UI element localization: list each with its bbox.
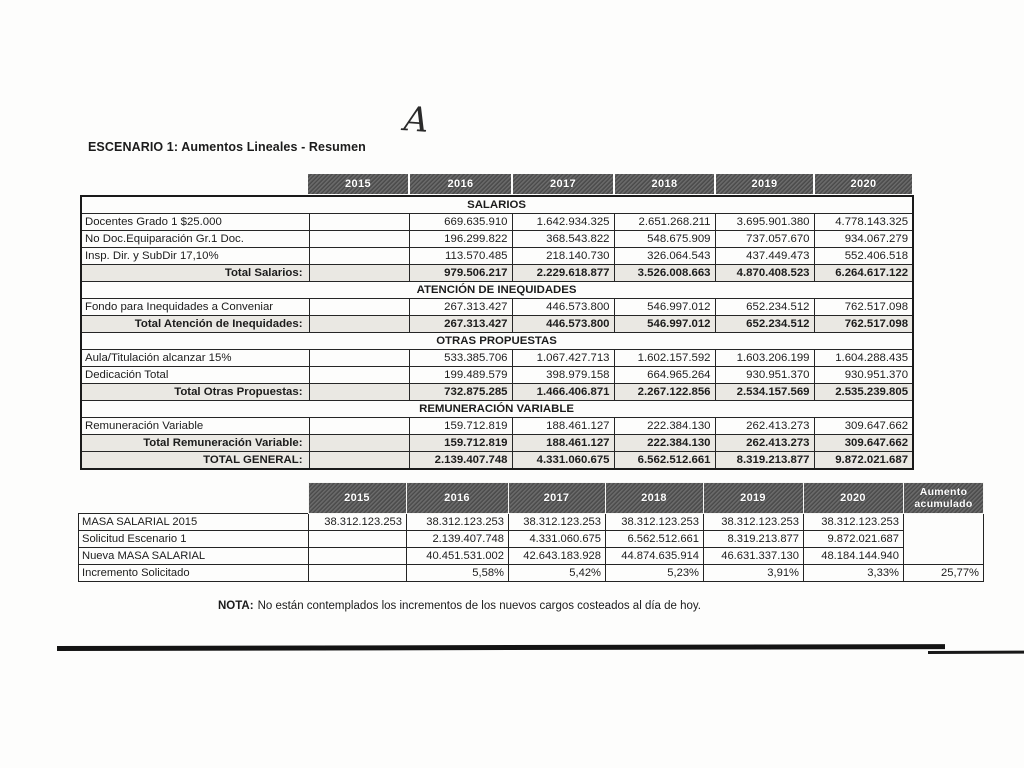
- value-cell: 2.139.407.748: [407, 531, 509, 548]
- value-cell: 546.997.012: [614, 299, 715, 316]
- value-cell: 46.631.337.130: [704, 548, 804, 565]
- value-cell: 762.517.098: [814, 316, 913, 333]
- value-cell: 533.385.706: [409, 350, 512, 367]
- value-cell: 9.872.021.687: [814, 452, 913, 470]
- value-cell: [309, 384, 409, 401]
- value-cell: 4.331.060.675: [509, 531, 606, 548]
- value-cell: 188.461.127: [512, 418, 614, 435]
- year-header-2018: 2018: [615, 174, 714, 194]
- masa-header-row: [79, 483, 984, 514]
- value-cell: 669.635.910: [409, 214, 512, 231]
- row-label: Fondo para Inequidades a Conveniar: [81, 299, 309, 316]
- value-cell: 1.602.157.592: [614, 350, 715, 367]
- aumento-acumulado-header: Aumento acumulado: [904, 483, 984, 514]
- value-cell: 552.406.518: [814, 248, 913, 265]
- value-cell: 188.461.127: [512, 435, 614, 452]
- value-cell: 1.642.934.325: [512, 214, 614, 231]
- table-row: [81, 384, 913, 401]
- value-cell: 3.695.901.380: [715, 214, 814, 231]
- value-cell: 38.312.123.253: [309, 514, 407, 531]
- section-row: [81, 282, 913, 299]
- section-header: REMUNERACIÓN VARIABLE: [81, 401, 913, 418]
- section-row: [81, 196, 913, 214]
- table-row: [81, 265, 913, 282]
- value-cell: 1.466.406.871: [512, 384, 614, 401]
- table-row: [81, 299, 913, 316]
- note-text: No están contemplados los incrementos de los nuevos cargos costeados al día de hoy.: [257, 600, 701, 612]
- table-row: [81, 452, 913, 470]
- value-cell: 652.234.512: [715, 316, 814, 333]
- value-cell: 4.331.060.675: [512, 452, 614, 470]
- page-title: ESCENARIO 1: Aumentos Lineales - Resumen: [88, 140, 366, 154]
- value-cell: 4.870.408.523: [715, 265, 814, 282]
- row-label: TOTAL GENERAL:: [81, 452, 309, 470]
- table-row: [81, 350, 913, 367]
- scan-artifact-bar: [57, 644, 945, 651]
- section-row: [81, 333, 913, 350]
- row-label: Total Otras Propuestas:: [81, 384, 309, 401]
- section-header: SALARIOS: [81, 196, 913, 214]
- row-label: Incremento Solicitado: [79, 565, 309, 582]
- value-cell: 9.872.021.687: [804, 531, 904, 548]
- value-cell: 309.647.662: [814, 435, 913, 452]
- year-header-2017: 2017: [509, 483, 606, 514]
- table-row: [81, 316, 913, 333]
- value-cell: [309, 435, 409, 452]
- table-row: [79, 531, 984, 548]
- row-label: Remuneración Variable: [81, 418, 309, 435]
- row-label: Total Salarios:: [81, 265, 309, 282]
- value-cell: [309, 418, 409, 435]
- value-cell: 199.489.579: [409, 367, 512, 384]
- value-cell: 3,91%: [704, 565, 804, 582]
- year-header-2020: 2020: [815, 174, 912, 194]
- value-cell: 930.951.370: [814, 367, 913, 384]
- summary-table: [80, 195, 914, 470]
- value-cell: 267.313.427: [409, 299, 512, 316]
- value-cell: 222.384.130: [614, 435, 715, 452]
- value-cell: 8.319.213.877: [704, 531, 804, 548]
- footer-note: [218, 600, 701, 612]
- note-label: NOTA:: [218, 600, 254, 612]
- year-header-2017: 2017: [513, 174, 613, 194]
- value-cell: 159.712.819: [409, 418, 512, 435]
- value-cell: 1.067.427.713: [512, 350, 614, 367]
- value-cell: [309, 265, 409, 282]
- value-cell: 2.229.618.877: [512, 265, 614, 282]
- section-row: [81, 401, 913, 418]
- value-cell: 38.312.123.253: [606, 514, 704, 531]
- table-row: [81, 214, 913, 231]
- value-cell: 113.570.485: [409, 248, 512, 265]
- value-cell: 664.965.264: [614, 367, 715, 384]
- row-label: Total Remuneración Variable:: [81, 435, 309, 452]
- value-cell: 737.057.670: [715, 231, 814, 248]
- value-cell: 2.651.268.211: [614, 214, 715, 231]
- value-cell: 6.562.512.661: [614, 452, 715, 470]
- table-row: [81, 435, 913, 452]
- value-cell: 979.506.217: [409, 265, 512, 282]
- value-cell: 42.643.183.928: [509, 548, 606, 565]
- value-cell: [309, 531, 407, 548]
- table-row: [81, 367, 913, 384]
- value-cell: 732.875.285: [409, 384, 512, 401]
- row-label: Solicitud Escenario 1: [79, 531, 309, 548]
- value-cell: 652.234.512: [715, 299, 814, 316]
- value-cell: [309, 350, 409, 367]
- aumento-acumulado-value: 25,77%: [904, 565, 984, 582]
- value-cell: 3,33%: [804, 565, 904, 582]
- row-label: Dedicación Total: [81, 367, 309, 384]
- value-cell: [309, 231, 409, 248]
- value-cell: 309.647.662: [814, 418, 913, 435]
- value-cell: 38.312.123.253: [509, 514, 606, 531]
- row-label: Aula/Titulación alcanzar 15%: [81, 350, 309, 367]
- value-cell: 1.604.288.435: [814, 350, 913, 367]
- year-header-2018: 2018: [606, 483, 704, 514]
- value-cell: [309, 367, 409, 384]
- value-cell: 2.139.407.748: [409, 452, 512, 470]
- year-header-2016: 2016: [410, 174, 511, 194]
- section-header: ATENCIÓN DE INEQUIDADES: [81, 282, 913, 299]
- row-label: Nueva MASA SALARIAL: [79, 548, 309, 565]
- table-row: [79, 565, 984, 582]
- row-label: Docentes Grado 1 $25.000: [81, 214, 309, 231]
- value-cell: 8.319.213.877: [715, 452, 814, 470]
- summary-table-body: [81, 196, 913, 469]
- value-cell: 4.778.143.325: [814, 214, 913, 231]
- value-cell: 262.413.273: [715, 435, 814, 452]
- value-cell: 2.534.157.569: [715, 384, 814, 401]
- masa-salarial-table: [78, 482, 984, 582]
- scan-artifact-bar-tail: [928, 651, 1024, 654]
- year-header-2020: 2020: [804, 483, 904, 514]
- value-cell: 5,58%: [407, 565, 509, 582]
- value-cell: 159.712.819: [409, 435, 512, 452]
- value-cell: 1.603.206.199: [715, 350, 814, 367]
- table-row: [81, 248, 913, 265]
- blank-corner-cell: [79, 483, 309, 514]
- value-cell: 548.675.909: [614, 231, 715, 248]
- row-label: MASA SALARIAL 2015: [79, 514, 309, 531]
- year-header-2019: 2019: [716, 174, 813, 194]
- year-header-2015: 2015: [308, 174, 408, 194]
- value-cell: 5,23%: [606, 565, 704, 582]
- row-label: Insp. Dir. y SubDir 17,10%: [81, 248, 309, 265]
- table-row: [79, 548, 984, 565]
- value-cell: 262.413.273: [715, 418, 814, 435]
- value-cell: 762.517.098: [814, 299, 913, 316]
- value-cell: [309, 214, 409, 231]
- value-cell: 5,42%: [509, 565, 606, 582]
- table-row: [81, 418, 913, 435]
- row-label: Total Atención de Inequidades:: [81, 316, 309, 333]
- value-cell: [309, 248, 409, 265]
- value-cell: [309, 565, 407, 582]
- value-cell: 6.264.617.122: [814, 265, 913, 282]
- handwritten-letter-a: A: [402, 99, 430, 141]
- value-cell: [309, 452, 409, 470]
- value-cell: 196.299.822: [409, 231, 512, 248]
- value-cell: 6.562.512.661: [606, 531, 704, 548]
- value-cell: [309, 548, 407, 565]
- year-header-2016: 2016: [407, 483, 509, 514]
- value-cell: 326.064.543: [614, 248, 715, 265]
- table-row: [81, 231, 913, 248]
- value-cell: [309, 316, 409, 333]
- value-cell: 546.997.012: [614, 316, 715, 333]
- section-header: OTRAS PROPUESTAS: [81, 333, 913, 350]
- masa-table-body: [79, 483, 984, 582]
- value-cell: 218.140.730: [512, 248, 614, 265]
- value-cell: 222.384.130: [614, 418, 715, 435]
- value-cell: 2.267.122.856: [614, 384, 715, 401]
- year-header-2019: 2019: [704, 483, 804, 514]
- value-cell: 398.979.158: [512, 367, 614, 384]
- value-cell: 267.313.427: [409, 316, 512, 333]
- row-label: No Doc.Equiparación Gr.1 Doc.: [81, 231, 309, 248]
- value-cell: 2.535.239.805: [814, 384, 913, 401]
- value-cell: 368.543.822: [512, 231, 614, 248]
- value-cell: 930.951.370: [715, 367, 814, 384]
- value-cell: 38.312.123.253: [804, 514, 904, 531]
- value-cell: 446.573.800: [512, 299, 614, 316]
- value-cell: 44.874.635.914: [606, 548, 704, 565]
- value-cell: 446.573.800: [512, 316, 614, 333]
- summary-year-band: [308, 174, 912, 194]
- value-cell: 48.184.144.940: [804, 548, 904, 565]
- value-cell: 38.312.123.253: [704, 514, 804, 531]
- value-cell: 40.451.531.002: [407, 548, 509, 565]
- value-cell: [309, 299, 409, 316]
- value-cell: 437.449.473: [715, 248, 814, 265]
- value-cell: 3.526.008.663: [614, 265, 715, 282]
- aumento-empty-cell: [904, 514, 984, 565]
- year-header-2015: 2015: [309, 483, 407, 514]
- table-row: [79, 514, 984, 531]
- value-cell: 38.312.123.253: [407, 514, 509, 531]
- value-cell: 934.067.279: [814, 231, 913, 248]
